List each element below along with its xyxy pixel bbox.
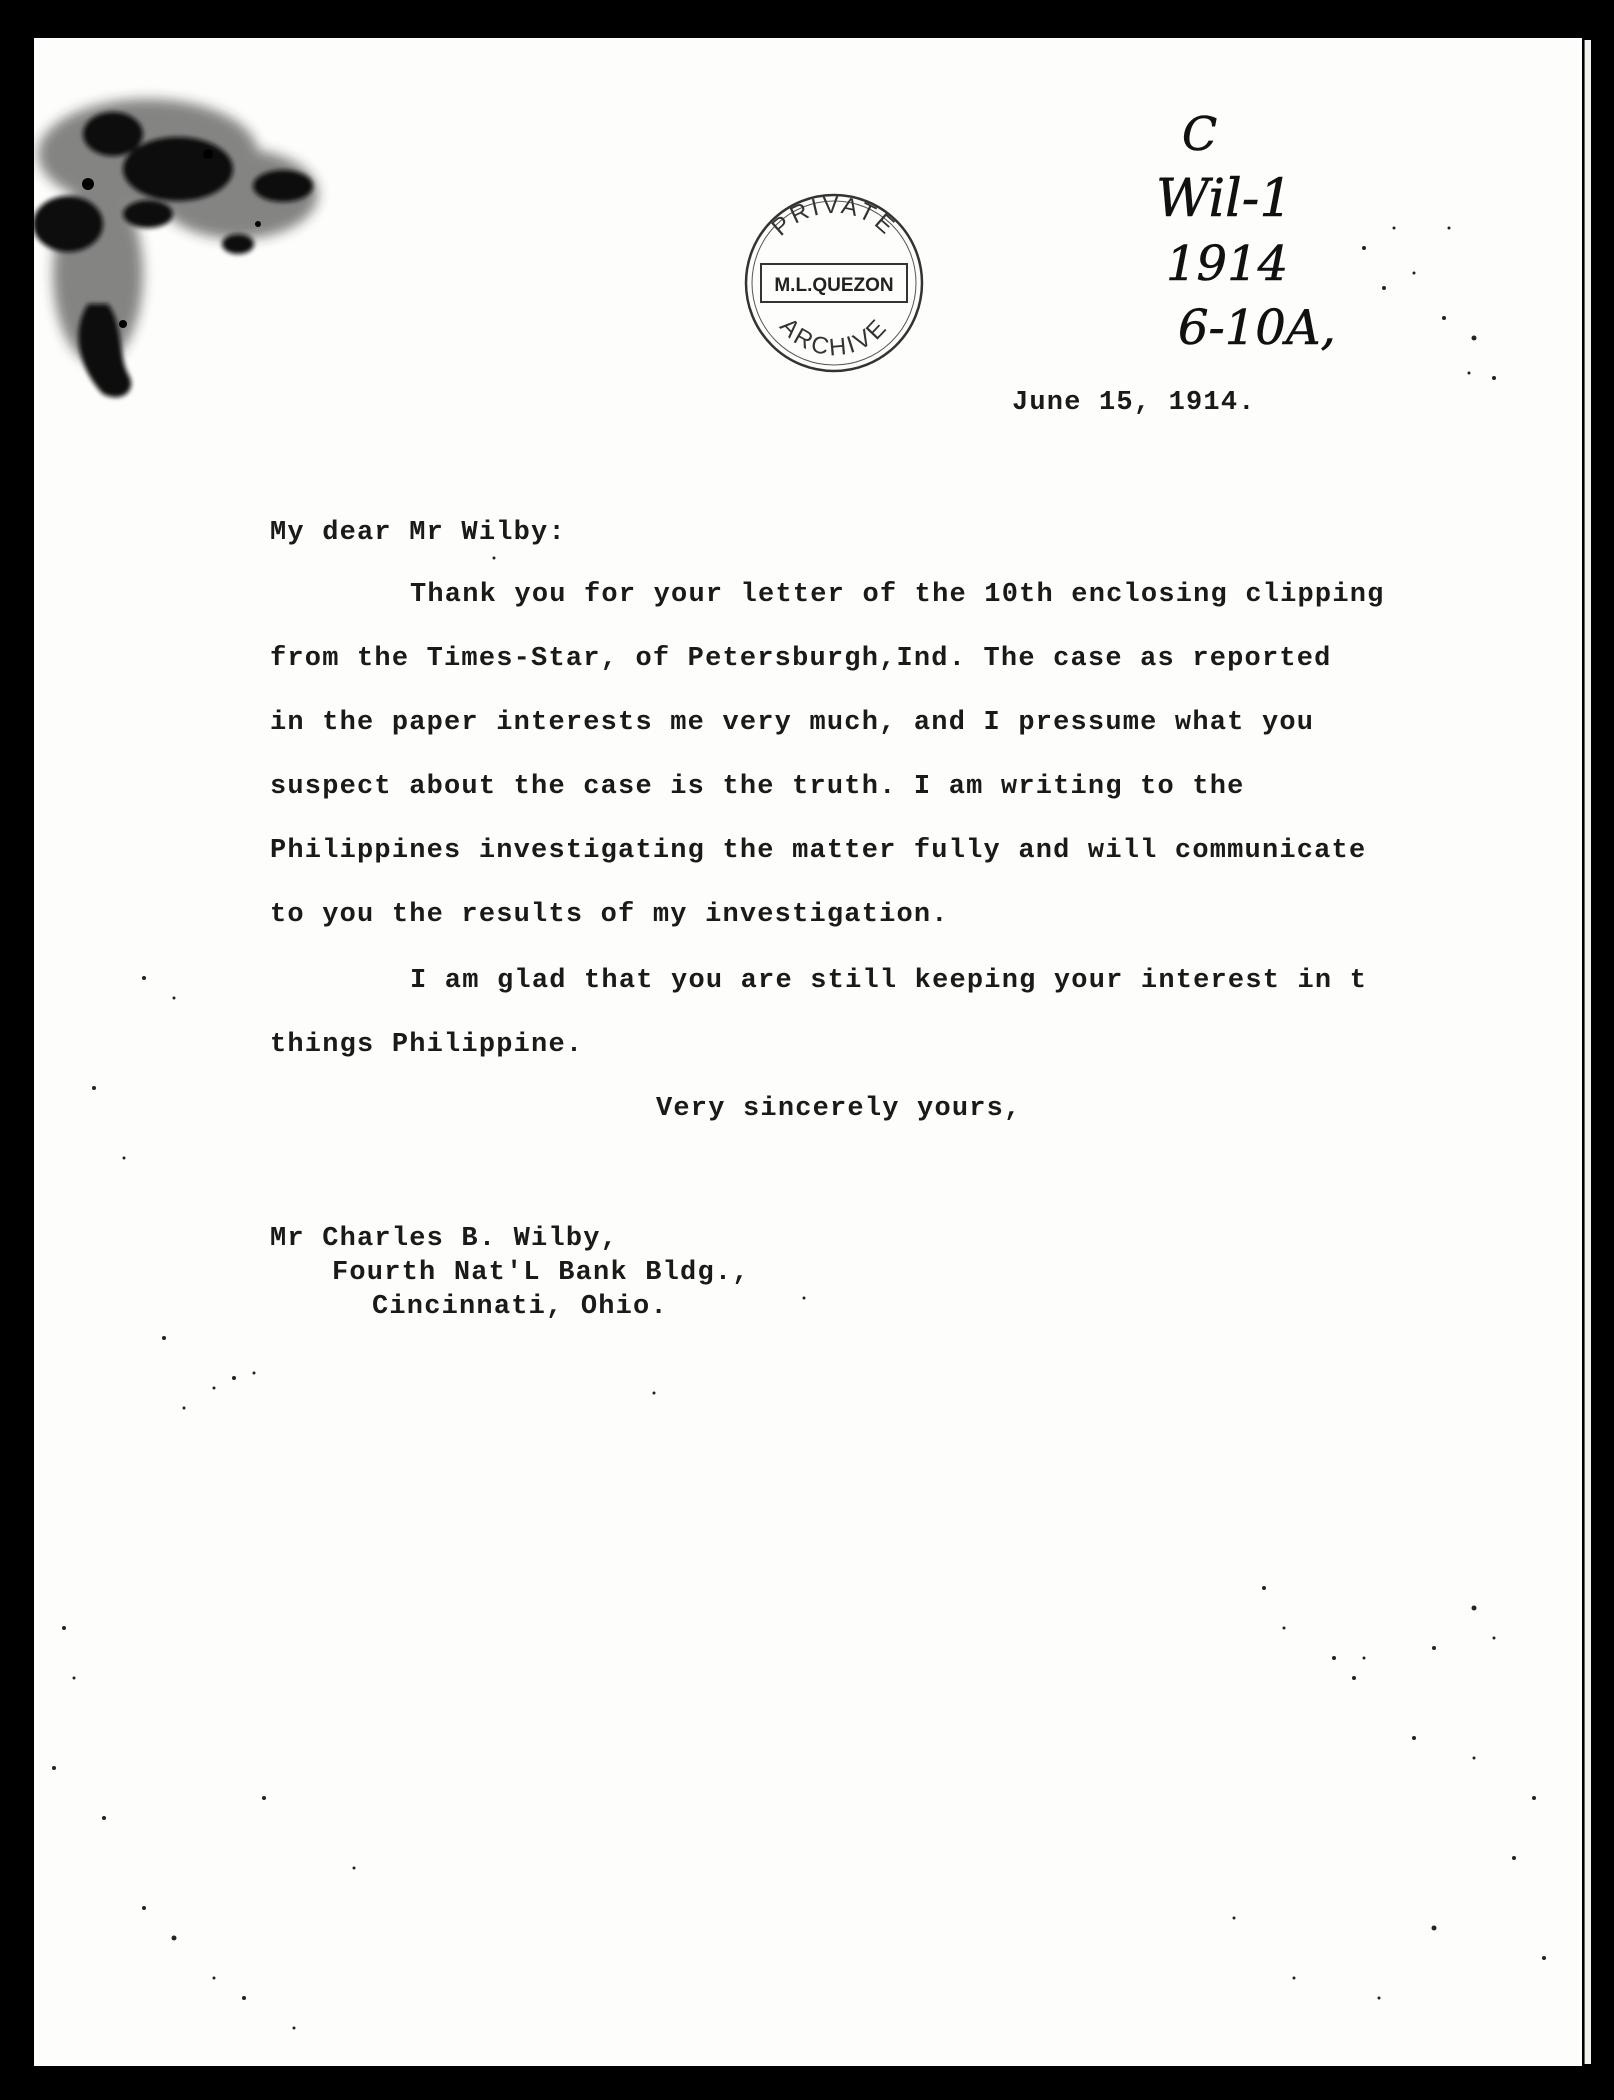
body-line: suspect about the case is the truth. I am writing to the xyxy=(270,772,1245,802)
address-line: Fourth Nat'L Bank Bldg., xyxy=(332,1258,750,1288)
handwritten-file-note xyxy=(1152,108,1392,378)
stamp-center-text: M.L.QUEZON xyxy=(774,275,894,296)
note-line-2: Wil-1 xyxy=(1156,169,1293,229)
stamp-top-text: PRIVATE xyxy=(766,191,902,242)
private-archive-stamp xyxy=(739,188,929,378)
address-line: Cincinnati, Ohio. xyxy=(372,1292,668,1322)
note-line-4: 6-10A, xyxy=(1178,300,1336,356)
note-line-3: 1914 xyxy=(1166,236,1289,292)
letter-closing: Very sincerely yours, xyxy=(656,1094,1022,1124)
note-line-1: C xyxy=(1182,108,1218,161)
address-line: Mr Charles B. Wilby, xyxy=(270,1224,619,1254)
body-line: in the paper interests me very much, and I pressume what you xyxy=(270,708,1315,738)
body-line: Thank you for your letter of the 10th enclosing clipping xyxy=(410,580,1385,610)
letter-page xyxy=(34,38,1582,2066)
page-edge xyxy=(1584,40,1591,2064)
body-line: Philippines investigating the matter fully and will communicate xyxy=(270,836,1367,866)
body-line: to you the results of my investigation. xyxy=(270,900,949,930)
ink-smudge xyxy=(34,74,348,434)
letter-date: June 15, 1914. xyxy=(1012,388,1256,418)
stamp-bottom-text: ARCHIVE xyxy=(774,312,894,362)
body-line: things Philippine. xyxy=(270,1030,584,1060)
letter-salutation: My dear Mr Wilby: xyxy=(270,518,566,548)
body-line: I am glad that you are still keeping your interest in t xyxy=(410,966,1368,996)
body-line: from the Times-Star, of Petersburgh,Ind. The case as reported xyxy=(270,644,1332,674)
